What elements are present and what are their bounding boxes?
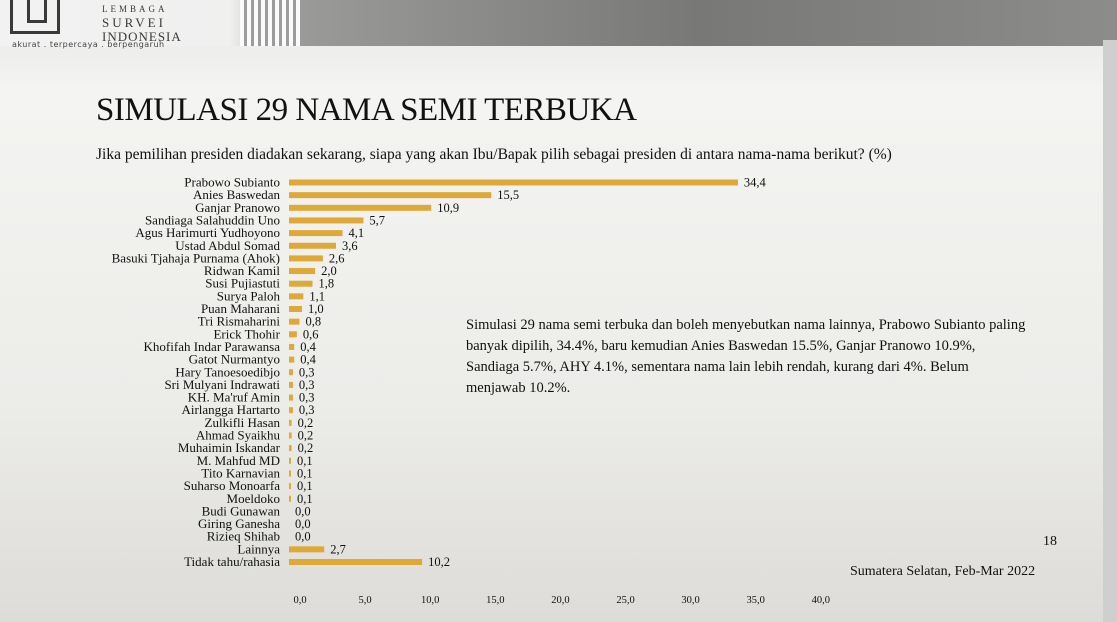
value-label: 1,0 — [308, 302, 324, 316]
bar-4 — [289, 230, 343, 236]
value-label: 0,0 — [295, 529, 311, 544]
bar-3 — [289, 217, 363, 223]
logo-line3: INDONESIA — [102, 29, 182, 44]
bar-19 — [289, 420, 292, 426]
value-label: 0,1 — [297, 479, 313, 494]
category-label: Lainnya — [237, 541, 280, 557]
bar-25 — [289, 496, 291, 502]
category-label: Sri Mulyani Indrawati — [164, 376, 280, 392]
value-label: 15,5 — [497, 188, 520, 203]
page-number: 18 — [1043, 534, 1057, 549]
category-label: Ganjar Pranowo — [195, 199, 280, 215]
bar-21 — [289, 445, 292, 451]
category-label: Erick Thohir — [213, 326, 280, 342]
value-label: 0,2 — [297, 415, 314, 430]
bar-2 — [289, 205, 431, 211]
category-label: Ahmad Syaikhu — [195, 427, 280, 443]
value-label: 0,4 — [300, 352, 316, 367]
x-tick-label: 20,0 — [551, 595, 570, 606]
bar-24 — [289, 483, 291, 489]
value-label: 2,6 — [328, 251, 345, 266]
value-label: 0,1 — [297, 466, 313, 481]
x-tick-label: 0,0 — [293, 595, 307, 606]
value-label: 0,1 — [297, 491, 313, 506]
survey-question: Jika pemilihan presiden diadakan sekarang, siapa yang akan Ibu/Bapak pilih sebagai presiden di antara nama-nama berikut? (%) — [96, 146, 892, 163]
category-label: Zulkifli Hasan — [204, 414, 280, 430]
summary-text: Simulasi 29 nama semi terbuka dan boleh menyebutkan nama lainnya, Prabowo Subianto paling banyak dipilih, 34.4%, baru kemudian Anies Baswedan 15.5%, Ganjar Pranowo 10.9%, Sandiaga 5.7%, AHY 4.1%, sementara nama lain lebih rendah, kurang dari 4%. Belum menjawab 10.2%. — [466, 317, 1026, 396]
bar-7 — [289, 268, 315, 274]
tagline: akurat . terpercaya . berpengaruh — [12, 40, 165, 49]
category-label: Agus Harimurti Yudhoyono — [135, 225, 280, 241]
value-label: 0,2 — [297, 441, 314, 456]
category-label: Anies Baswedan — [192, 187, 280, 203]
value-label: 0,3 — [298, 390, 315, 405]
value-label: 3,6 — [341, 238, 358, 253]
bar-18 — [289, 407, 293, 413]
logo-line2: SURVEI — [102, 15, 166, 30]
bar-20 — [289, 433, 292, 439]
category-label: Susi Pujiastuti — [205, 275, 280, 291]
category-label: M. Mahfud MD — [196, 452, 280, 468]
bar-10 — [289, 306, 302, 312]
x-tick-label: 35,0 — [746, 595, 765, 606]
category-label: Puan Maharani — [200, 301, 280, 316]
bar-15 — [289, 369, 293, 375]
value-label: 0,8 — [305, 314, 322, 329]
category-label: Moeldoko — [226, 490, 280, 506]
bar-9 — [289, 293, 303, 299]
bar-11 — [289, 319, 299, 325]
category-label: Ridwan Kamil — [203, 263, 280, 279]
value-label: 0,3 — [298, 403, 315, 418]
category-label: Budi Gunawan — [201, 503, 280, 519]
category-label: Giring Ganesha — [198, 516, 280, 532]
x-tick-label: 15,0 — [486, 595, 505, 606]
value-label: 0,0 — [295, 517, 311, 532]
bar-6 — [289, 255, 323, 261]
category-label: Tidak tahu/rahasia — [184, 554, 280, 569]
slide-title: SIMULASI 29 NAMA SEMI TERBUKA — [96, 92, 637, 128]
value-label: 1,1 — [309, 289, 325, 304]
bar-29 — [289, 546, 324, 552]
bar-1 — [289, 192, 491, 198]
bar-14 — [289, 357, 294, 363]
value-label: 0,2 — [297, 428, 314, 443]
logo-line1: LEMBAGA — [102, 4, 168, 14]
bar-0 — [289, 180, 738, 186]
category-label: Rizieq Shihab — [206, 528, 280, 544]
value-label: 0,4 — [300, 339, 316, 354]
value-label: 2,7 — [330, 542, 346, 557]
bar-16 — [289, 382, 293, 388]
x-tick-label: 10,0 — [421, 595, 440, 606]
x-tick-label: 40,0 — [811, 595, 830, 606]
bar-12 — [289, 331, 297, 337]
value-label: 34,4 — [743, 175, 766, 190]
category-label: Tri Rismaharini — [197, 313, 280, 329]
bar-5 — [289, 243, 336, 249]
category-label: Suharso Monoarfa — [183, 478, 280, 494]
x-tick-label: 25,0 — [616, 595, 635, 606]
value-label: 10,9 — [437, 200, 460, 215]
category-label: Prabowo Subianto — [184, 174, 280, 190]
value-label: 0,3 — [298, 377, 315, 392]
category-label: Muhaimin Iskandar — [177, 440, 280, 456]
category-label: Surya Paloh — [216, 288, 280, 304]
category-label: Gatot Nurmantyo — [188, 351, 280, 367]
bar-23 — [289, 470, 291, 476]
value-label: 0,6 — [302, 327, 319, 342]
category-label: Airlangga Hartarto — [181, 402, 280, 418]
bar-22 — [289, 458, 291, 464]
value-label: 4,1 — [348, 226, 365, 241]
value-label: 2,0 — [321, 264, 337, 279]
category-label: Khofifah Indar Parawansa — [143, 338, 280, 354]
category-label: KH. Ma'ruf Amin — [187, 389, 280, 405]
value-label: 0,0 — [295, 504, 311, 519]
category-label: Hary Tanoesoedibjo — [175, 364, 280, 380]
value-label: 0,3 — [298, 365, 315, 380]
value-label: 1,8 — [318, 276, 335, 291]
bar-13 — [289, 344, 294, 350]
source-note: Sumatera Selatan, Feb-Mar 2022 — [850, 564, 1036, 579]
category-label: Ustad Abdul Somad — [175, 237, 280, 253]
value-label: 10,2 — [428, 555, 450, 569]
category-label: Tito Karnavian — [201, 465, 280, 481]
category-label: Basuki Tjahaja Purnama (Ahok) — [111, 250, 280, 266]
bar-17 — [289, 395, 293, 401]
x-tick-label: 30,0 — [681, 595, 700, 606]
x-tick-label: 5,0 — [358, 595, 372, 606]
bar-8 — [289, 281, 312, 287]
value-label: 0,1 — [297, 453, 313, 468]
category-label: Sandiaga Salahuddin Uno — [144, 212, 280, 228]
bar-30 — [289, 559, 422, 565]
value-label: 5,7 — [369, 213, 386, 228]
